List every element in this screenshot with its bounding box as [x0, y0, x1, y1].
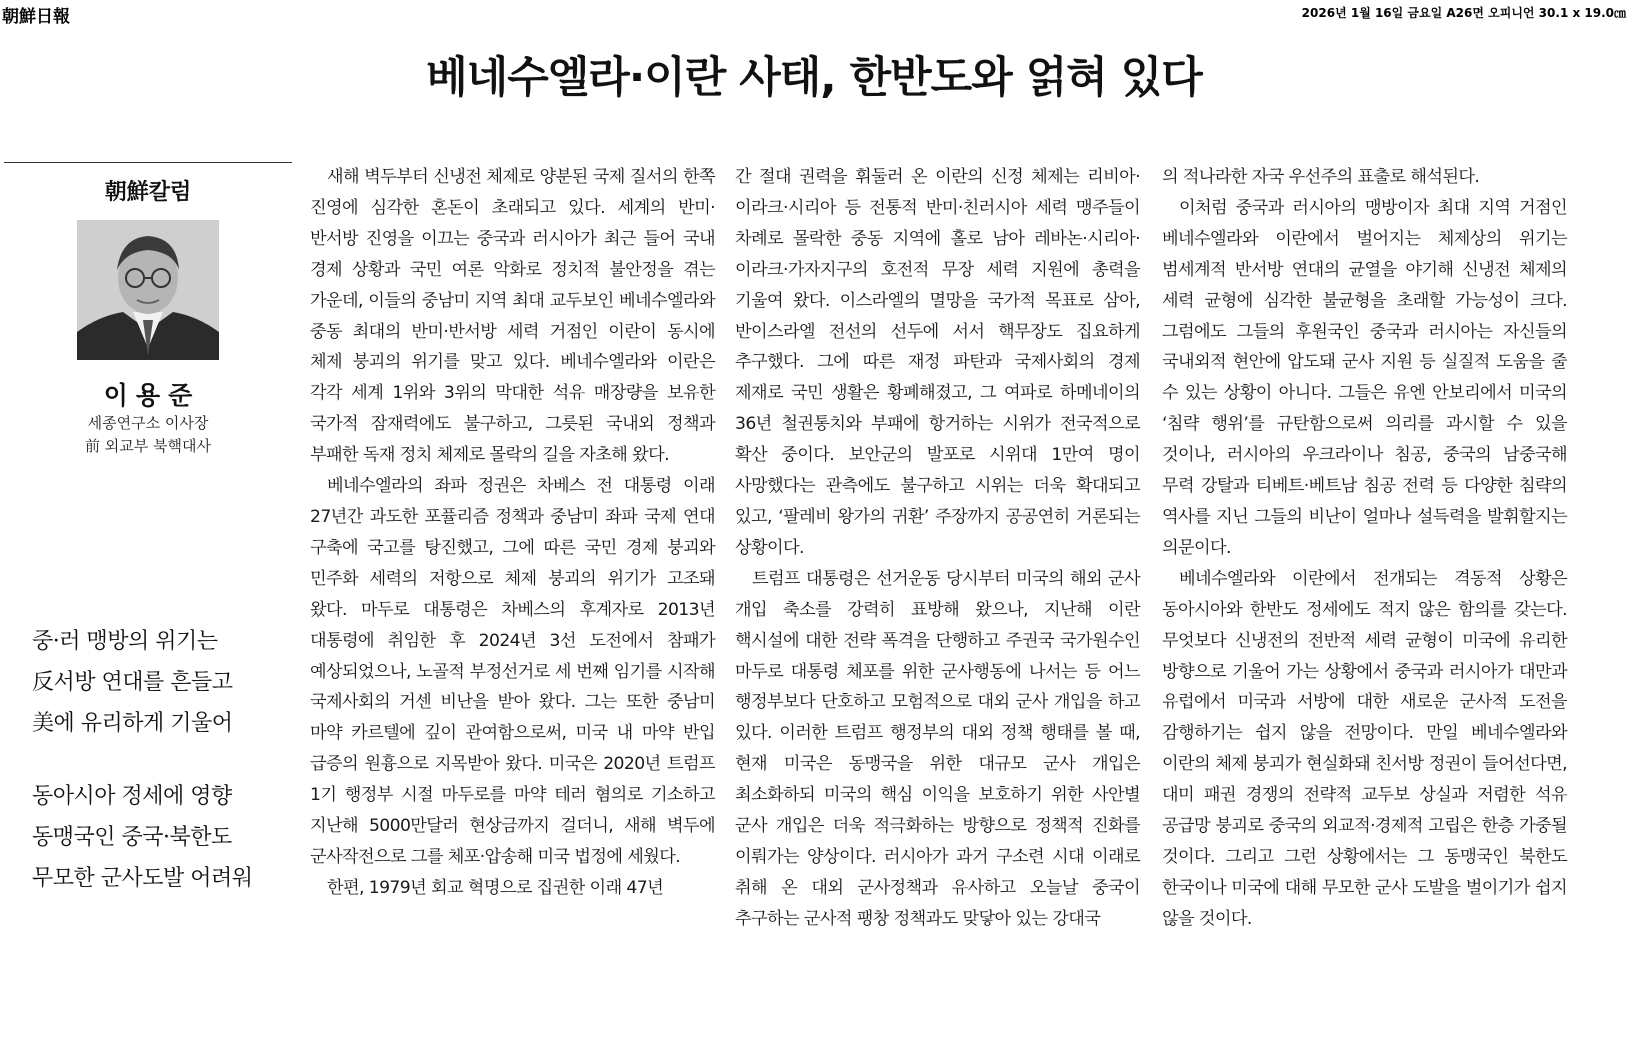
pull-quote-line: 反서방 연대를 흔들고	[32, 670, 233, 695]
paragraph: 베네수엘라와 이란에서 전개되는 격동적 상황은 동아시아와 한반도 정세에도 적지 않은 함의를 갖는다. 무엇보다 신냉전의 전반적 세력 균형이 미국에 유리한 방향으로 기울어 가는 상황에서 중국과 러시아가 대만과 유럽에서 미국과 서방에 대한 새로운 군사적 도전을 감행하기는 쉽지 않을 전망이다. 만일 베네수엘라와 이란의 체제 붕괴가 현실화돼 친서방 정권이 들어선다면, 대미 패권 경쟁의 전략적 교두보 상실과 저렴한 석유 공급망 붕괴로 중국의 외교적·경제적 고립은 한층 가중될 것이다. 그리고 그런 상황에서는 그 동맹국인 북한도 한국이나 미국에 대해 무모한 군사 도발을 벌이기가 쉽지 않을 것이다.	[1162, 568, 1567, 929]
print-info: 2026년 1월 16일 금요일 A26면 오피니언 30.1 x 19.0㎝	[1301, 6, 1626, 20]
author-photo	[77, 220, 219, 360]
author-title: 前 외교부 북핵대사	[85, 437, 211, 455]
paragraph: 새해 벽두부터 신냉전 체제로 양분된 국제 질서의 한쪽 진영에 심각한 혼돈이 초래되고 있다. 세계의 반미·반서방 진영을 이끄는 중국과 러시아가 최근 들어 국내 경제 상황과 국민 여론 악화로 정치적 불안정을 겪는 가운데, 이들의 중남미 지역 최대 교두보인 베네수엘라와 중동 최대의 반미·반서방 세력 거점인 이란이 동시에 체제 붕괴의 위기를 맞고 있다. 베네수엘라와 이란은 각각 세계 1위와 3위의 막대한 석유 매장량을 보유한 국가적 잠재력에도 불구하고, 그릇된 국내외 정책과 부패한 독재 정치 체제로 몰락의 길을 자초해 왔다.	[310, 167, 715, 466]
author-title: 세종연구소 이사장	[87, 414, 209, 432]
pull-quote-line: 무모한 군사도발 어려워	[32, 866, 253, 891]
pull-quote-line: 동아시아 정세에 영향	[32, 784, 232, 809]
pull-quote	[32, 776, 294, 899]
paragraph: 베네수엘라의 좌파 정권은 차베스 전 대통령 이래 27년간 과도한 포퓰리즘 정책과 중남미 좌파 국제 연대 구축에 국고를 탕진했고, 그에 따른 국민 경제 붕괴와 민주화 세력의 저항으로 체제 붕괴의 위기가 고조돼 왔다. 마두로 대통령은 차베스의 후계자로 2013년 대통령에 취임한 후 2024년 3선 도전에서 참패가 예상되었으나, 노골적 부정선거로 세 번째 임기를 시작해 국제사회의 거센 비난을 받아 왔다. 그는 또한 중남미 마약 카르텔에 깊이 관여함으로써, 미국 내 마약 반입 급증의 원흉으로 지목받아 왔다. 미국은 2020년 트럼프 1기 행정부 시절 마두로를 마약 테러 혐의로 기소하고 지난해 5000만달러 현상금까지 걸더니, 새해 벽두에 군사작전으로 그를 체포·압송해 미국 법정에 세웠다.	[310, 476, 715, 867]
paragraph: 한편, 1979년 회교 혁명으로 집권한 이래 47년	[327, 877, 664, 898]
article-column-1	[310, 162, 715, 904]
paragraph: 간 절대 권력을 휘둘러 온 이란의 신정 체제는 리비아·이라크·시리아 등 전통적 반미·친러시아 세력 맹주들이 차례로 몰락한 중동 지역에 홀로 남아 레바논·시리아·이라크·가자지구의 호전적 무장 세력 지원에 총력을 기울여 왔다. 이스라엘의 멸망을 국가적 목표로 삼아, 반이스라엘 전선의 선두에 서서 핵무장도 집요하게 추구했다. 그에 따른 재정 파탄과 국제사회의 경제 제재로 국민 생활은 황폐해졌고, 그 여파로 하메네이의 36년 철권통치와 부패에 항거하는 시위가 전국적으로 확산 중이다. 보안군의 발포로 시위대 1만여 명이 사망했다는 관측에도 불구하고 시위는 더욱 확대되고 있고, ‘팔레비 왕가의 귀환’ 주장까지 공공연히 거론되는 상황이다.	[735, 167, 1140, 558]
newspaper-logo: 朝鮮日報	[2, 7, 70, 27]
article-column-2	[735, 162, 1140, 935]
pull-quote-line: 동맹국인 중국·북한도	[32, 825, 232, 850]
column-sidebar	[4, 162, 292, 458]
paragraph: 트럼프 대통령은 선거운동 당시부터 미국의 해외 군사 개입 축소를 강력히 표방해 왔으나, 지난해 이란 핵시설에 대한 전략 폭격을 단행하고 주권국 국가원수인 마두로 대통령 체포를 위한 군사행동에 나서는 등 어느 행정부보다 단호하고 모험적으로 대외 군사 개입을 하고 있다. 이러한 트럼프 행정부의 대외 정책 행태를 볼 때, 현재 미국은 동맹국을 위한 대규모 군사 개입은 최소화하되 미국의 핵심 이익을 보호하기 위한 사안별 군사 개입은 더욱 적극화하는 방향으로 정책적 진화를 이뤄가는 양상이다. 러시아가 과거 구소련 시대 이래로 취해 온 대외 군사정책과 유사하고 오늘날 중국이 추구하는 군사적 팽창 정책과도 맞닿아 있는 강대국	[735, 568, 1140, 929]
pull-quote-line: 美에 유리하게 기울어	[32, 711, 233, 736]
author-name: 이용준	[103, 381, 201, 410]
headline: 베네수엘라·이란 사태, 한반도와 얽혀 있다	[426, 53, 1202, 103]
paragraph: 의 적나라한 자국 우선주의 표출로 해석된다.	[1162, 167, 1480, 187]
sidebar-divider	[4, 162, 292, 163]
article-column-3	[1162, 162, 1567, 935]
pull-quote-line: 중·러 맹방의 위기는	[32, 629, 218, 654]
paragraph: 이처럼 중국과 러시아의 맹방이자 최대 지역 거점인 베네수엘라와 이란에서 벌어지는 체제상의 위기는 범세계적 반서방 연대의 균열을 야기해 신냉전 체제의 세력 균형에 심각한 불균형을 초래할 가능성이 크다. 그럼에도 그들의 후원국인 중국과 러시아는 자신들의 국내외적 현안에 압도돼 군사 지원 등 실질적 도움을 줄 수 있는 상황이 아니다. 그들은 유엔 안보리에서 미국의 ‘침략 행위’를 규탄함으로써 의리를 과시할 수 있을 것이나, 러시아의 우크라이나 침공, 중국의 남중국해 무력 강탈과 티베트·베트남 침공 전력 등 다양한 침략의 역사를 지닌 그들의 비난이 얼마나 설득력을 발휘할지는 의문이다.	[1162, 197, 1567, 558]
column-name: 朝鮮칼럼	[104, 180, 192, 205]
pull-quote	[32, 621, 294, 744]
